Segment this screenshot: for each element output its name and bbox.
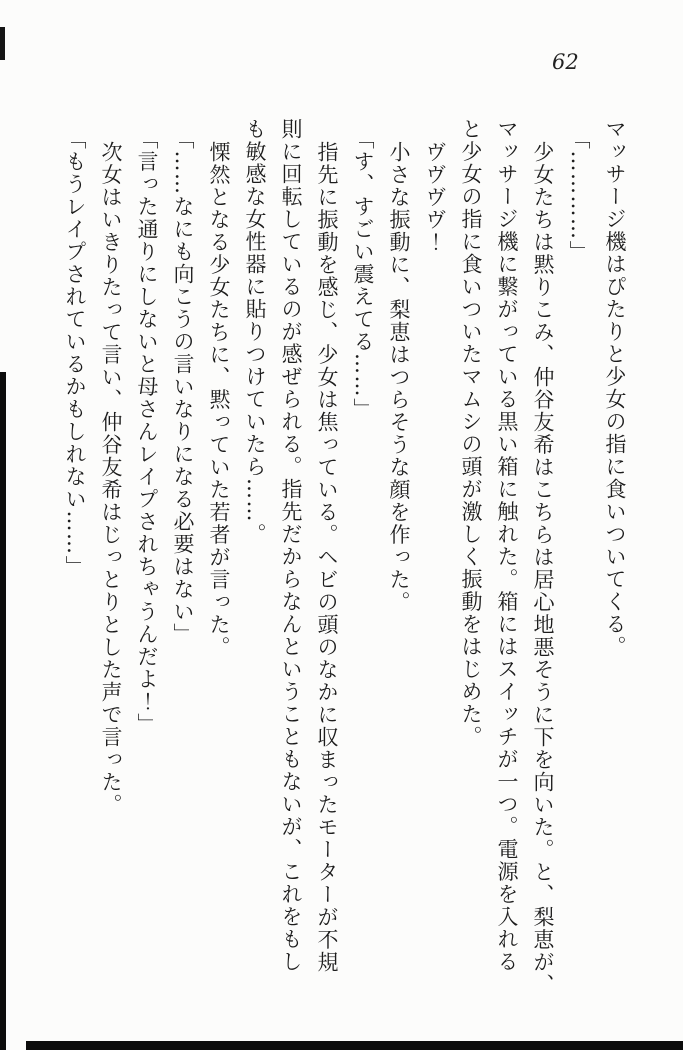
- scan-edge-corner-mark: [0, 27, 5, 60]
- text-column: 「…………」: [567, 128, 591, 263]
- text-column: 慄然となる少女たちに、黙っていた若者が言った。: [207, 141, 231, 659]
- text-column: も敏感な女性器に貼りつけていたら……。: [243, 118, 267, 546]
- text-column: 次女はいきりたって言い、仲谷友希はじっとりとした声で言った。: [99, 141, 123, 816]
- text-column: 「す、すごい震えてる……」: [351, 128, 375, 421]
- text-column: ヴヴヴヴ！: [423, 141, 447, 254]
- text-column: と少女の指に食いついたマムシの頭が激しく振動をはじめた。: [459, 118, 483, 748]
- text-column: 「もうレイプされているかもしれない……」: [63, 128, 87, 578]
- scan-edge-left: [0, 372, 6, 1050]
- text-column: 少女たちは黙りこみ、仲谷友希はこちらは居心地悪そうに下を向いた。と、梨恵が、: [531, 141, 555, 996]
- scan-edge-bottom: [26, 1041, 683, 1050]
- page-number: 62: [552, 50, 579, 74]
- text-column: 小さな振動に、梨恵はつらそうな顔を作った。: [387, 141, 411, 614]
- text-column: 「……なにも向こうの言いなりになる必要はない」: [171, 128, 195, 646]
- text-column: 指先に振動を感じ、少女は焦っている。ヘビの頭のなかに収まったモーターが不規: [315, 141, 339, 974]
- text-column: 則に回転しているのが感ぜられる。指先だからなんということもないが、これをもし: [279, 118, 303, 973]
- text-column: マッサージ機に繋がっている黒い箱に触れた。箱にはスイッチが一つ。電源を入れる: [495, 118, 519, 973]
- vertical-text-block: [57, 118, 633, 1018]
- text-column: 「言った通りにしないと母さんレイプされちゃうんだよ！」: [135, 128, 159, 736]
- text-column: マッサージ機はぴたりと少女の指に食いついてくる。: [603, 118, 627, 658]
